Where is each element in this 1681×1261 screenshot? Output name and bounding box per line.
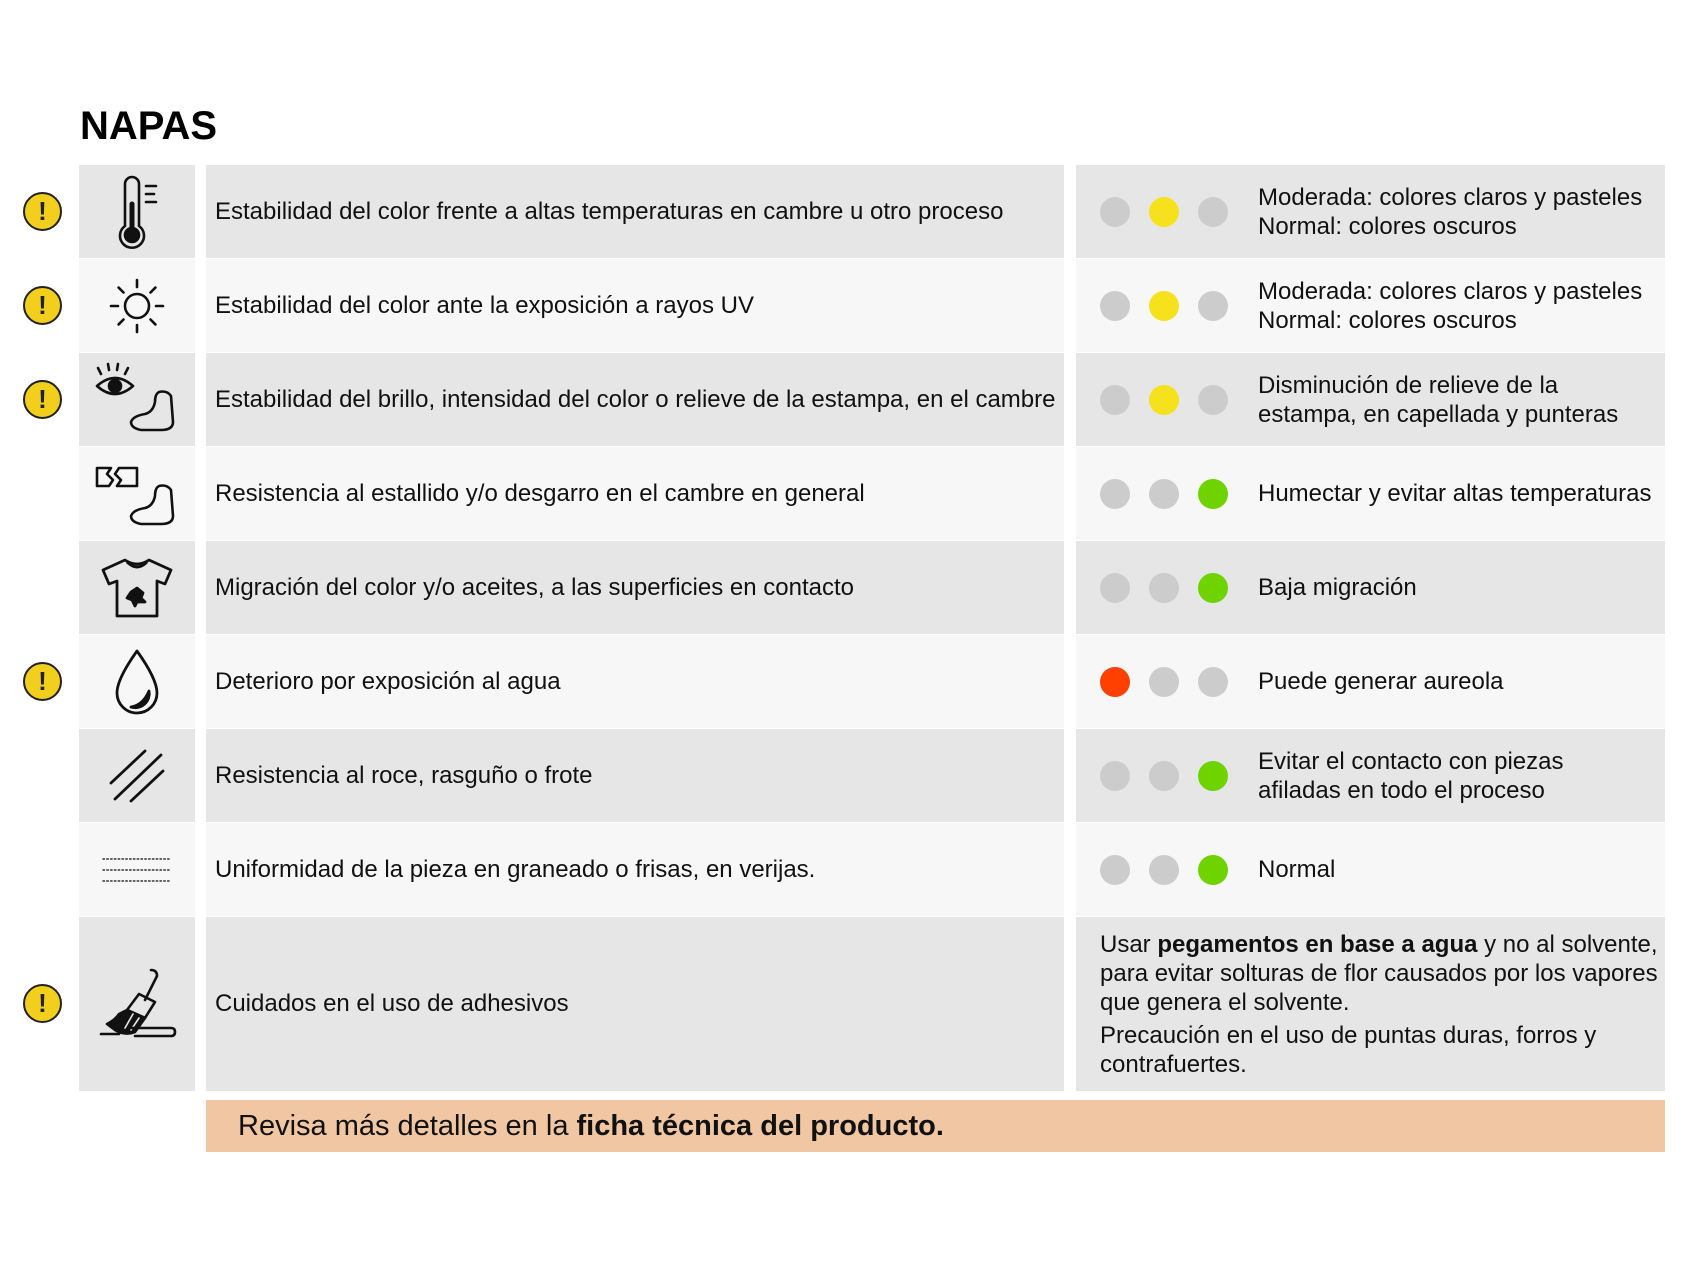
note-line: Moderada: colores claros y pasteles xyxy=(1258,183,1643,211)
row-label: Migración del color y/o aceites, a las superficies en contacto xyxy=(206,541,1064,634)
rating-note xyxy=(1258,823,1658,916)
rating-note xyxy=(1258,729,1658,822)
note-line: Humectar y evitar altas temperaturas xyxy=(1258,480,1652,507)
adhesive-note xyxy=(1100,917,1660,1091)
rating-dot xyxy=(1149,761,1179,791)
grain-texture-icon xyxy=(79,823,195,916)
table-row xyxy=(0,259,1681,352)
rating-dot xyxy=(1198,855,1228,885)
page-title: NAPAS xyxy=(80,104,218,148)
rating-dot xyxy=(1100,573,1130,603)
tear-shoe-icon xyxy=(79,447,195,540)
rating-dot xyxy=(1198,667,1228,697)
rating-dots xyxy=(1100,760,1240,792)
rating-dots xyxy=(1100,196,1240,228)
rating-note xyxy=(1258,353,1658,446)
rating-dot xyxy=(1149,385,1179,415)
rating-note xyxy=(1258,259,1658,352)
note-line: Puede generar aureola xyxy=(1258,668,1504,695)
rating-dots xyxy=(1100,290,1240,322)
row-label: Deterioro por exposición al agua xyxy=(206,635,1064,728)
rating-dots xyxy=(1100,854,1240,886)
rating-dot xyxy=(1100,855,1130,885)
eye-shoe-icon xyxy=(79,353,195,446)
note-line: Moderada: colores claros y pasteles xyxy=(1258,277,1643,305)
table-row xyxy=(0,729,1681,822)
warning-icon: ! xyxy=(23,192,62,231)
table-row xyxy=(0,541,1681,634)
row-label: Estabilidad del brillo, intensidad del color o relieve de la estampa, en el cambre xyxy=(206,353,1064,446)
footer-banner xyxy=(206,1100,1665,1152)
table-row xyxy=(0,447,1681,540)
rating-dot xyxy=(1149,667,1179,697)
row-label: Resistencia al roce, rasguño o frote xyxy=(206,729,1064,822)
note-paragraph xyxy=(1100,930,1660,1017)
note-line: Normal: colores oscuros xyxy=(1258,212,1517,240)
sun-icon xyxy=(79,259,195,352)
warning-icon: ! xyxy=(23,662,62,701)
note-line: estampa, en capellada y punteras xyxy=(1258,400,1619,428)
stained-shirt-icon xyxy=(79,541,195,634)
table-row xyxy=(0,823,1681,916)
note-line: afiladas en todo el proceso xyxy=(1258,776,1545,804)
rating-dot xyxy=(1100,291,1130,321)
rating-dot xyxy=(1100,761,1130,791)
row-label: Resistencia al estallido y/o desgarro en el cambre en general xyxy=(206,447,1064,540)
rating-dots xyxy=(1100,478,1240,510)
warning-icon: ! xyxy=(23,984,62,1023)
warning-icon: ! xyxy=(23,286,62,325)
rating-cell xyxy=(1076,917,1665,1091)
row-label: Estabilidad del color frente a altas temperaturas en cambre u otro proceso xyxy=(206,165,1064,258)
thermometer-icon xyxy=(79,165,195,258)
table-row xyxy=(0,635,1681,728)
water-drop-icon xyxy=(79,635,195,728)
note-bold-text: pegamentos en base a agua xyxy=(1157,930,1478,958)
rating-note xyxy=(1258,541,1658,634)
rating-cell xyxy=(1076,541,1665,634)
footer-link-text: ficha técnica del producto. xyxy=(576,1109,944,1142)
rating-dot xyxy=(1149,855,1179,885)
rating-dot xyxy=(1149,479,1179,509)
row-label: Uniformidad de la pieza en graneado o frisas, en verijas. xyxy=(206,823,1064,916)
rating-note xyxy=(1258,447,1658,540)
rating-cell xyxy=(1076,635,1665,728)
note-line: Normal: colores oscuros xyxy=(1258,306,1517,334)
rating-cell xyxy=(1076,353,1665,446)
rating-cell xyxy=(1076,165,1665,258)
rating-dot xyxy=(1100,197,1130,227)
rating-dots xyxy=(1100,572,1240,604)
note-text: y no al solvente, para evitar solturas de flor causados por los vapores que genera el solvente. xyxy=(1100,930,1658,1016)
rating-dot xyxy=(1198,197,1228,227)
rating-cell xyxy=(1076,823,1665,916)
rating-cell xyxy=(1076,729,1665,822)
note-text: Usar xyxy=(1100,930,1158,958)
rating-dot xyxy=(1149,573,1179,603)
note-line: Normal xyxy=(1258,856,1336,883)
rating-dots xyxy=(1100,384,1240,416)
rating-dot xyxy=(1149,291,1179,321)
rating-dot xyxy=(1198,479,1228,509)
note-line: Disminución de relieve de la xyxy=(1258,371,1559,399)
rating-dot xyxy=(1100,667,1130,697)
glue-brush-icon xyxy=(79,917,195,1091)
note-line: Baja migración xyxy=(1258,574,1417,601)
table-row xyxy=(0,165,1681,258)
rating-dot xyxy=(1198,291,1228,321)
table-row xyxy=(0,353,1681,446)
warning-icon: ! xyxy=(23,380,62,419)
footer-text: Revisa más detalles en la xyxy=(238,1109,577,1142)
table-row xyxy=(0,917,1681,1091)
rating-note xyxy=(1258,165,1658,258)
scratch-icon xyxy=(79,729,195,822)
rating-dots xyxy=(1100,666,1240,698)
rating-dot xyxy=(1198,573,1228,603)
note-paragraph: Precaución en el uso de puntas duras, forros y contrafuertes. xyxy=(1100,1021,1597,1078)
rating-dot xyxy=(1100,385,1130,415)
rating-dot xyxy=(1198,385,1228,415)
rating-dot xyxy=(1149,197,1179,227)
row-label: Estabilidad del color ante la exposición a rayos UV xyxy=(206,259,1064,352)
rating-cell xyxy=(1076,259,1665,352)
rating-dot xyxy=(1100,479,1130,509)
note-line: Evitar el contacto con piezas xyxy=(1258,747,1564,775)
rating-dot xyxy=(1198,761,1228,791)
row-label: Cuidados en el uso de adhesivos xyxy=(206,917,1064,1091)
rating-note xyxy=(1258,635,1658,728)
rating-cell xyxy=(1076,447,1665,540)
